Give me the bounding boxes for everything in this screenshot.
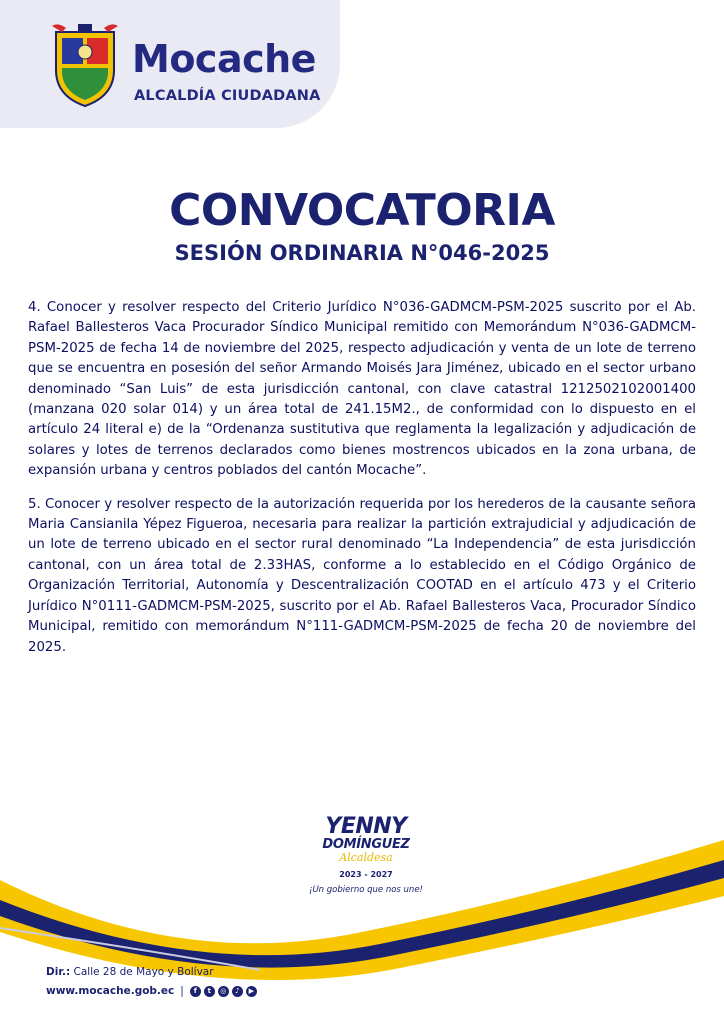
term-years: 2023 - 2027 <box>339 870 393 879</box>
mayor-role: Alcaldesa <box>339 851 393 864</box>
mayor-signature-logo <box>300 816 432 902</box>
address-label: Dir.: <box>46 966 71 978</box>
brand-subtitle: ALCALDÍA CIUDADANA <box>134 88 321 104</box>
agenda-item-4: 4. Conocer y resolver respecto del Criterio Jurídico N°036-GADMCM-PSM-2025 suscrito por el Ab. Rafael Ballesteros Vaca Procurador Síndico Municipal remitido con Memorándum N°036-GADMCM-PSM-2025 de fecha 14 de noviembre del 2025, respecto adjudicación y venta de un lote de terreno que se encuentra en posesión del señor Armando Moisés Jara Jiménez, ubicado en el sector urbano denominado “San Luis” de esta jurisdicción cantonal, con clave catastral 1212502102001400 (manzana 020 solar 014) y un área total de 241.15M2., de conformidad con lo dispuesto en el artículo 24 literal e) de la “Ordenanza sustitutiva que reglamenta la legalización y adjudicación de solares y lotes de terrenos declarados como bienes mostrencos ubicados en la zona urbana, de expansión urbana y centros poblados del cantón Mocache”. <box>28 300 696 479</box>
separator: | <box>180 985 184 997</box>
footer-contact <box>46 985 257 997</box>
coat-of-arms-icon <box>48 22 122 108</box>
mayor-first-name: YENNY <box>325 814 407 839</box>
document-title: CONVOCATORIA <box>169 185 555 236</box>
brand-name: Mocache <box>132 37 316 81</box>
header <box>0 0 724 140</box>
document-body <box>28 298 696 671</box>
footer-address <box>46 966 214 978</box>
instagram-icon[interactable]: ◎ <box>218 986 229 997</box>
address-text: Calle 28 de Mayo y Bolívar <box>73 966 214 978</box>
agenda-item-5: 5. Conocer y resolver respecto de la autorización requerida por los herederos de la causante señora Maria Cansianila Yépez Figueroa, necesaria para realizar la partición extrajudicial y adjudicación de un lote de terreno ubicado en el sector rural denominado “La Independencia” de esta jurisdicción cantonal, con un área total de 2.33HAS, conforme a lo establecido en el Código Orgánico de Organización Territorial, Autonomía y Descentralización COOTAD en el artículo 473 y el Criterio Jurídico N°0111-GADMCM-PSM-2025, suscrito por el Ab. Rafael Ballesteros Vaca, Procurador Síndico Municipal, remitido con memorándum N°111-GADMCM-PSM-2025 de fecha 20 de noviembre del 2025. <box>28 496 696 655</box>
twitter-icon[interactable]: t <box>204 986 215 997</box>
website-link[interactable]: www.mocache.gob.ec <box>46 985 175 997</box>
slogan: ¡Un gobierno que nos une! <box>309 885 423 895</box>
youtube-icon[interactable]: ▶ <box>246 986 257 997</box>
social-icons <box>190 986 257 997</box>
mayor-last-name: DOMÍNGUEZ <box>322 837 410 852</box>
document-subtitle: SESIÓN ORDINARIA N°046-2025 <box>174 241 550 265</box>
tiktok-icon[interactable]: ♪ <box>232 986 243 997</box>
facebook-icon[interactable]: f <box>190 986 201 997</box>
